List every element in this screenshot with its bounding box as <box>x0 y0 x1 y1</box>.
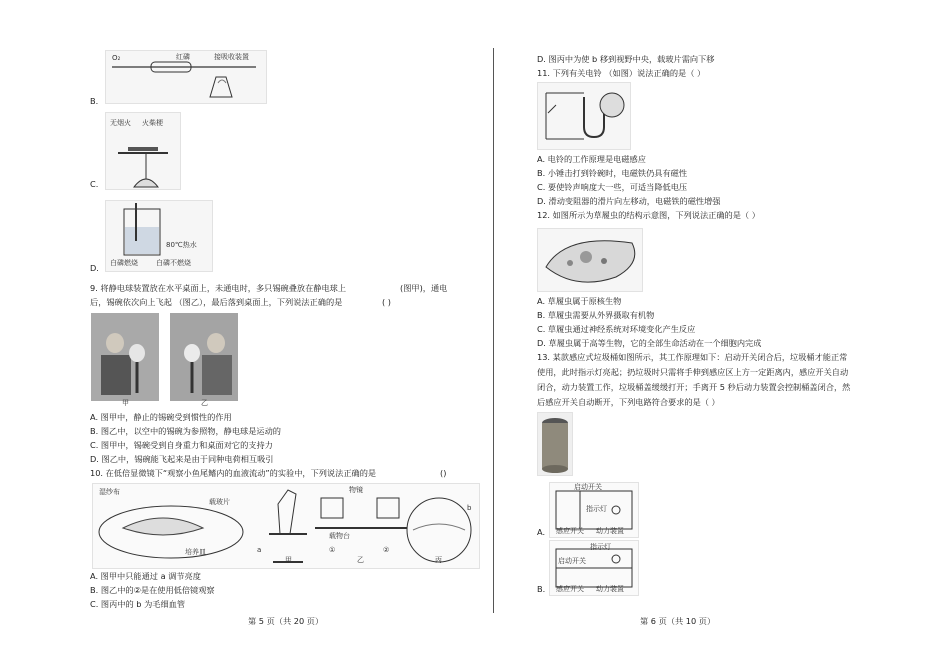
trash-can-drawing <box>538 413 572 475</box>
right-page <box>497 0 950 671</box>
q11-option-b: B. 小锤击打到铃碗时，电磁铁仍具有磁性 <box>537 168 688 178</box>
circuit-a-label-power-unit: 动力装置 <box>596 527 624 535</box>
fig-b-label-absorber: 接吸收装置 <box>214 53 249 61</box>
q10-stem: 10. 在低倍显微镜下“观察小鱼尾鳍内的血液流动”的实验中，下列说法正确的是 <box>90 468 377 478</box>
q10-label-yi: 乙 <box>357 556 364 564</box>
circuit-b-figure <box>549 540 639 596</box>
electric-bell-drawing <box>538 83 630 149</box>
q9-photo-jia-drawing <box>91 313 159 401</box>
fig-b-label-red-phosphorus: 红磷 <box>176 53 190 61</box>
white-phosphorus-figure <box>105 200 213 272</box>
paramecium-figure <box>537 228 643 292</box>
q10-label-dish: 培养皿 <box>185 548 206 556</box>
fig-c-label-matchstick: 火柴梗 <box>142 119 163 127</box>
q9-stem-line1-end: (图甲)，通电 <box>400 283 448 293</box>
q11-option-a: A. 电铃的工作原理是电磁感应 <box>537 154 646 164</box>
q13-stem-line1: 13. 某款感应式垃圾桶如图所示，其工作原理如下：启动开关闭合后，垃圾桶才能正常 <box>537 352 848 362</box>
fig-b-label-o2: O₂ <box>112 54 121 62</box>
q9-stem-line1: 9. 将静电球装置放在水平桌面上，未通电时，多只锡碗叠放在静电球上 <box>90 283 347 293</box>
q10-label-a: a <box>257 546 262 554</box>
q13-stem-line4: 后感应开关自动断开，下列电路符合要求的是（ ） <box>537 397 720 407</box>
q10-option-a: A. 图甲中只能通过 a 调节亮度 <box>90 571 201 581</box>
q10-label-objective: 物镜 <box>349 486 363 494</box>
q12-option-b: B. 草履虫需要从外界摄取有机物 <box>537 310 655 320</box>
option-d-letter: D. <box>90 263 99 273</box>
right-page-footer: 第 6 页（共 10 页） <box>640 616 716 626</box>
q9-option-d: D. 图乙中，锡碗能飞起来是由于同种电荷相互吸引 <box>90 454 274 464</box>
circuit-a-figure <box>549 482 639 538</box>
q11-stem: 11. 下列有关电铃 （如图）说法正确的是（ ） <box>537 68 706 78</box>
q10-label-2: ② <box>383 546 390 554</box>
microscope-figure <box>92 483 480 569</box>
q9-option-b: B. 图乙中，以空中的锡碗为参照物，静电球是运动的 <box>90 426 281 436</box>
q9-option-c: C. 图甲中，锡碗受到自身重力和桌面对它的支持力 <box>90 440 273 450</box>
q9-photo-label-jia: 甲 <box>122 399 129 407</box>
q10-option-c: C. 图丙中的 b 为毛细血管 <box>90 599 186 609</box>
circuit-a-label-indicator: 指示灯 <box>586 505 607 513</box>
page-divider <box>493 48 494 613</box>
q10-label-b: b <box>467 504 472 512</box>
circuit-b-label-indicator: 指示灯 <box>590 543 611 551</box>
circuit-b-label-sensor-switch: 感应开关 <box>556 585 584 593</box>
q13-option-a-letter: A. <box>537 527 546 537</box>
q11-option-c: C. 要使铃声响度大一些，可适当降低电压 <box>537 182 688 192</box>
q10-label-bing: 丙 <box>435 556 442 564</box>
q12-stem: 12. 如图所示为草履虫的结构示意图，下列说法正确的是（ ） <box>537 210 760 220</box>
fig-d-label-hot-water: 80℃热水 <box>166 241 197 249</box>
option-b-letter: B. <box>90 96 99 106</box>
circuit-b-label-power-unit: 动力装置 <box>596 585 624 593</box>
option-c-letter: C. <box>90 179 99 189</box>
q10-label-jia: 甲 <box>285 556 292 564</box>
circuit-a-label-start-switch: 启动开关 <box>574 483 602 491</box>
q9-photo-jia <box>91 313 159 401</box>
q13-stem-line2: 使用，此时指示灯亮起；扔垃圾时只需将手伸到感应区上方一定距离内，感应开关自动 <box>537 367 849 377</box>
trash-can-figure <box>537 412 573 476</box>
left-page-footer: 第 5 页（共 20 页） <box>248 616 324 626</box>
q12-option-a: A. 草履虫属于原核生物 <box>537 296 622 306</box>
q9-option-a: A. 图甲中，静止的锡碗受到惯性的作用 <box>90 412 232 422</box>
q9-stem-line2-end: ( ) <box>382 297 391 307</box>
q10-label-stage: 载物台 <box>329 532 350 540</box>
q12-option-d: D. 草履虫属于高等生物，它的全部生命活动在一个细胞内完成 <box>537 338 762 348</box>
q10-stem-end: () <box>440 468 447 478</box>
q10-option-b: B. 图乙中的②是在使用低倍镜观察 <box>90 585 215 595</box>
q9-stem-line2: 后，锡碗依次向上飞起 （图乙），最后落到桌面上，下列说法正确的是 <box>90 297 343 307</box>
fig-c-label-smokeless-fire: 无烟火 <box>110 119 131 127</box>
q12-option-c: C. 草履虫通过神经系统对环境变化产生反应 <box>537 324 696 334</box>
circuit-b-label-start-switch: 启动开关 <box>558 557 586 565</box>
paramecium-drawing <box>538 229 642 291</box>
fig-d-label-burns: 白磷燃烧 <box>110 259 138 267</box>
q10-option-d: D. 图丙中为使 b 移到视野中央，载玻片需向下移 <box>537 54 715 64</box>
q10-label-wet-gauze: 湿纱布 <box>99 488 120 496</box>
fig-d-label-not-burns: 白磷不燃烧 <box>156 259 191 267</box>
q9-photo-label-yi: 乙 <box>201 399 208 407</box>
q10-label-slide: 载玻片 <box>209 498 230 506</box>
q11-option-d: D. 滑动变阻器的滑片向左移动，电磁铁的磁性增强 <box>537 196 721 206</box>
q13-stem-line3: 闭合，动力装置工作，垃圾桶盖缓缓打开；手离开 5 秒后动力装置会控制桶盖闭合，然 <box>537 382 851 392</box>
q10-label-1: ① <box>329 546 336 554</box>
circuit-a-label-sensor-switch: 感应开关 <box>556 527 584 535</box>
q13-option-b-letter: B. <box>537 584 546 594</box>
q9-photo-yi <box>170 313 238 401</box>
oxygen-apparatus-figure <box>105 50 267 104</box>
match-burning-figure <box>105 112 181 190</box>
q9-photo-yi-drawing <box>170 313 238 401</box>
electric-bell-figure <box>537 82 631 150</box>
